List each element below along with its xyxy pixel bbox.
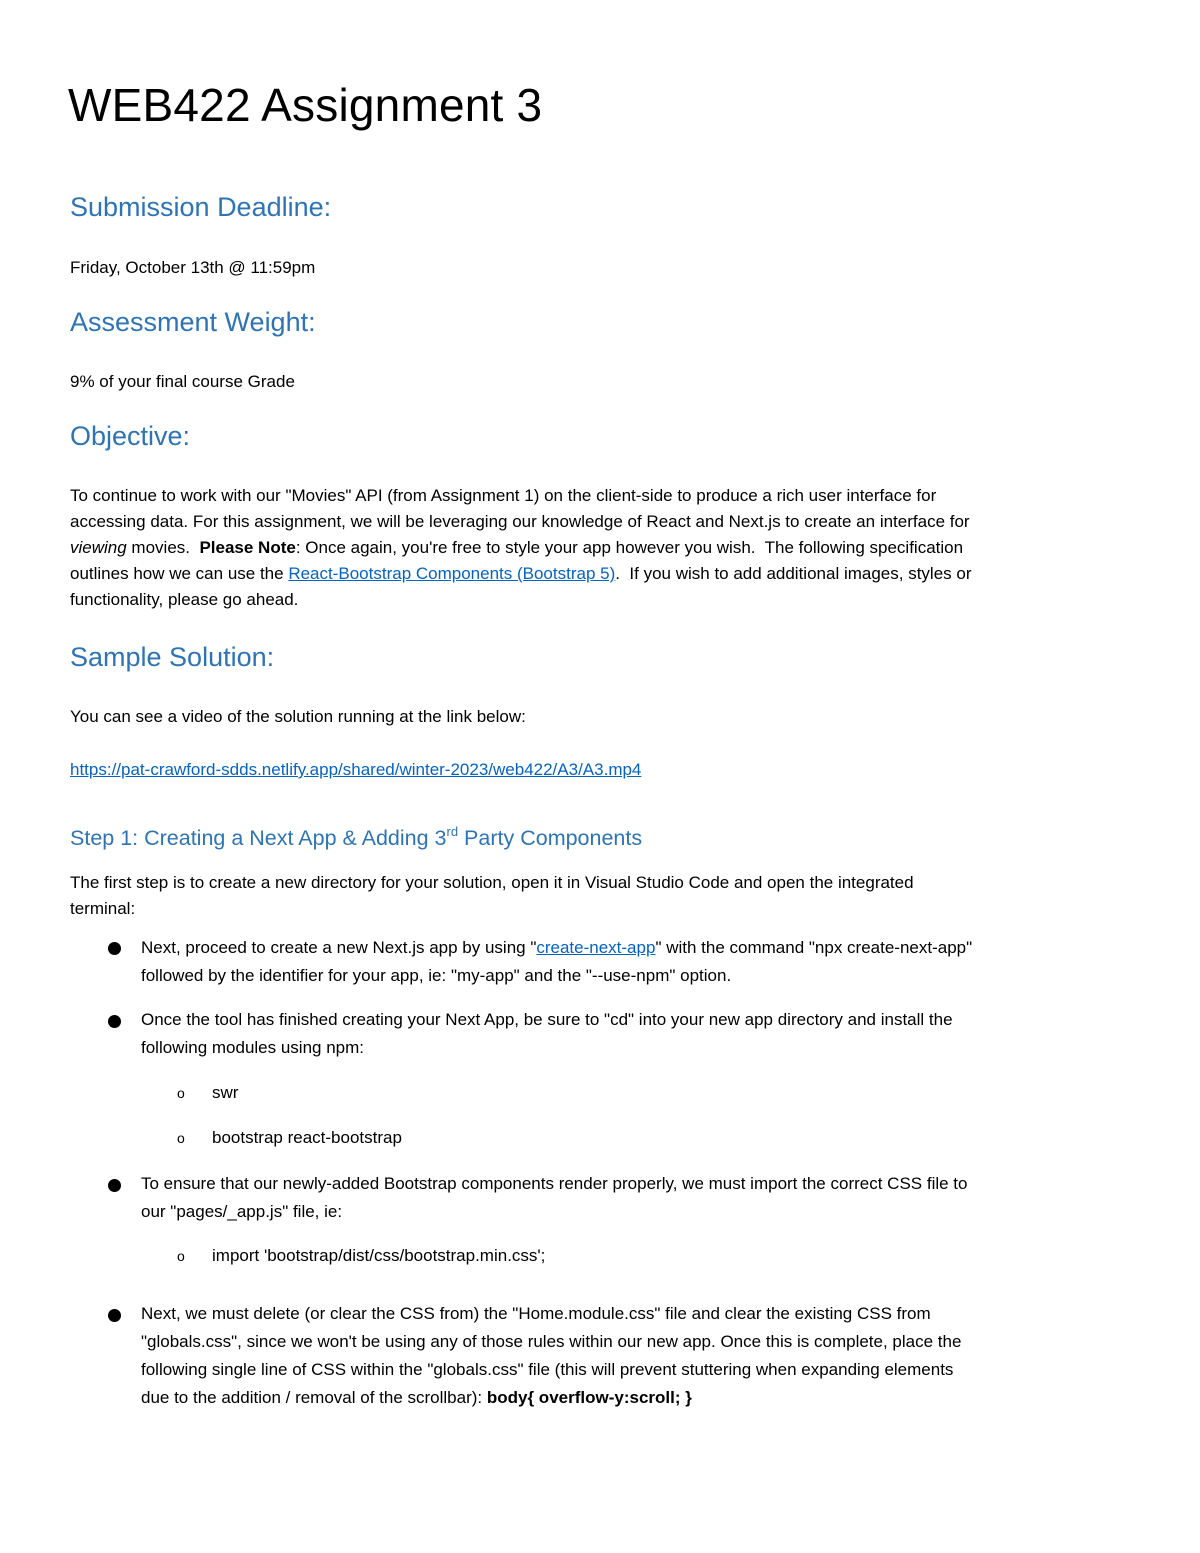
list-item: Next, proceed to create a new Next.js app by using "create-next-app" with the command "npx create-next-app" followed by the identifier for your app, ie: "my-app" and the "--use-npm" option.: [141, 938, 973, 985]
objective-line: accessing data. For this assignment, we will be leveraging our knowledge of React and Next.js to create an interface for: [70, 512, 970, 531]
objective-line: outlines how we can use the React-Bootstrap Components (Bootstrap 5). If you wish to add additional images, styles or: [70, 564, 972, 583]
deadline-text: Friday, October 13th @ 11:59pm: [70, 258, 316, 277]
viewing-emphasis: viewing: [70, 538, 127, 557]
sample-text: You can see a video of the solution running at the link below:: [70, 707, 526, 726]
weight-heading: Assessment Weight:: [70, 307, 316, 337]
create-next-app-link[interactable]: create-next-app: [536, 938, 656, 957]
sub-list-item: import 'bootstrap/dist/css/bootstrap.min.css';: [212, 1246, 546, 1265]
list-item: To ensure that our newly-added Bootstrap components render properly, we must import the correct CSS file to our "pages/_app.js" file, ie:: [141, 1174, 968, 1221]
page-title: WEB422 Assignment 3: [68, 79, 543, 131]
react-bootstrap-link[interactable]: React-Bootstrap Components (Bootstrap 5): [288, 564, 616, 583]
sub-bullet-icon: o: [177, 1130, 185, 1146]
step1-heading: Step 1: Creating a Next App & Adding 3rd Party Components: [70, 824, 643, 850]
sub-list-item: bootstrap react-bootstrap: [212, 1128, 402, 1147]
video-link-line: [70, 757, 641, 783]
objective-line: viewing movies. Please Note: Once again, you're free to style your app however you wish. The following specification: [70, 538, 964, 557]
deadline-heading: Submission Deadline:: [70, 192, 332, 222]
please-note-label: Please Note: [199, 538, 296, 557]
bullet-icon: [108, 1015, 121, 1028]
step1-intro: The first step is to create a new directory for your solution, open it in Visual Studio Code and open the integrated terminal:: [70, 873, 914, 918]
bullet-icon: [108, 942, 121, 955]
list-item: Once the tool has finished creating your Next App, be sure to "cd" into your new app directory and install the following modules using npm:: [141, 1010, 953, 1057]
objective-line: To continue to work with our "Movies" API (from Assignment 1) on the client-side to produce a rich user interface for: [70, 486, 937, 505]
list-item: Next, we must delete (or clear the CSS from) the "Home.module.css" file and clear the existing CSS from "globals.css", since we won't be using any of those rules within our new app. Once this is complete, place the following single line of CSS within the "globals.css" file (this will prevent stuttering when expanding elements due to the addition / removal of the scrollbar): body{ overflow-y:scroll; }: [141, 1304, 962, 1407]
bullet-icon: [108, 1309, 121, 1322]
sub-bullet-icon: o: [177, 1248, 185, 1264]
css-code-snippet: body{ overflow-y:scroll; }: [486, 1388, 692, 1407]
sample-heading: Sample Solution:: [70, 642, 275, 672]
video-link[interactable]: https://pat-crawford-sdds.netlify.app/shared/winter-2023/web422/A3/A3.mp4: [70, 760, 642, 779]
bullet-icon: [108, 1179, 121, 1192]
objective-paragraph: [70, 483, 1140, 613]
weight-text: 9% of your final course Grade: [70, 372, 295, 391]
objective-heading: Objective:: [70, 421, 191, 451]
sub-list-item: swr: [212, 1083, 239, 1102]
objective-line: functionality, please go ahead.: [70, 590, 299, 609]
sub-bullet-icon: o: [177, 1085, 185, 1101]
